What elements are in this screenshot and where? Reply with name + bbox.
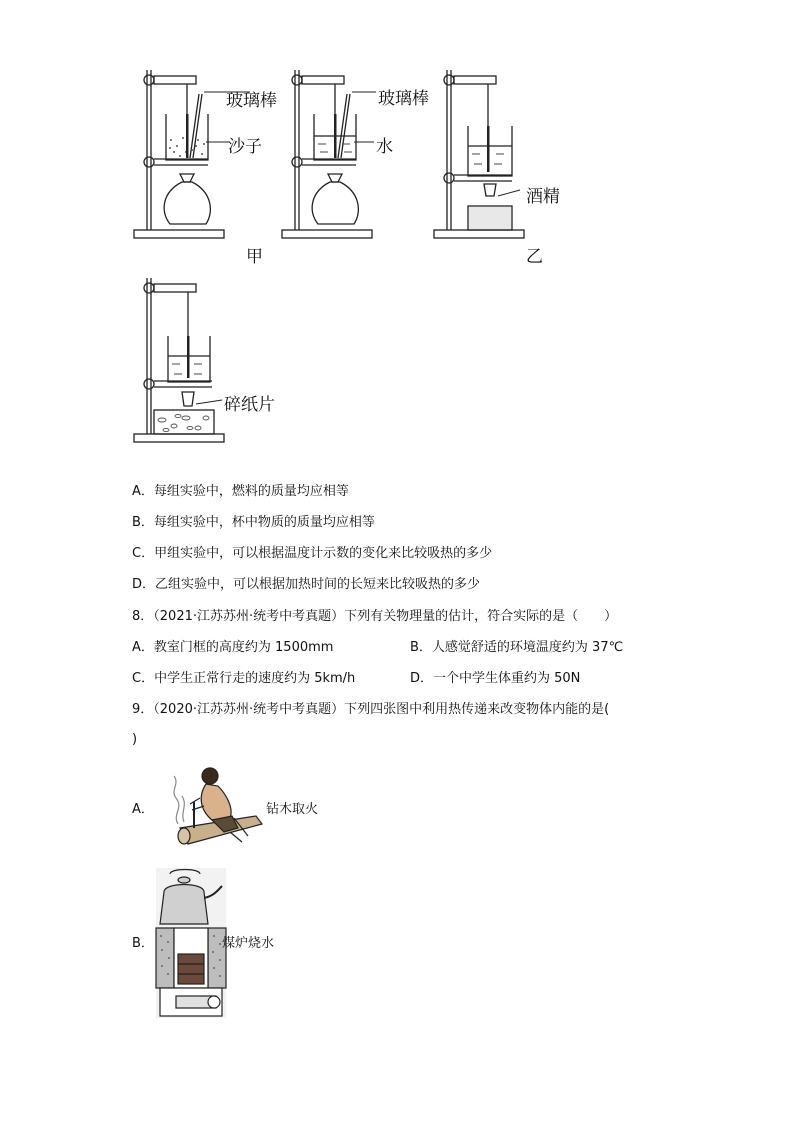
q9-stem-close: ) — [132, 732, 138, 747]
q9-option-a-caption: 钻木取火 — [266, 802, 319, 817]
sand-label: 沙子 — [228, 137, 262, 157]
caption-jia: 甲 — [246, 247, 263, 267]
q8-option-c: C．中学生正常行走的速度约为 5km/h — [132, 671, 356, 686]
q8-option-a: A．教室门框的高度约为 1500mm — [132, 640, 334, 655]
q8-stem: 8．（2021·江苏苏州·统考中考真题）下列有关物理量的估计，符合实际的是（ ） — [132, 609, 618, 624]
q7-option-c: C．甲组实验中，可以根据温度计示数的变化来比较吸热的多少 — [132, 546, 493, 561]
q9-option-b-caption: 煤炉烧水 — [222, 936, 275, 951]
coal-stove-kettle-image — [156, 868, 226, 1018]
drilling-wood-fire-image — [160, 762, 270, 854]
alcohol-label: 酒精 — [526, 187, 560, 207]
caption-yi: 乙 — [526, 247, 543, 267]
q9-option-b-letter: B． — [132, 936, 154, 951]
apparatus-paper-figure — [132, 270, 272, 450]
q8-option-d: D．一个中学生体重约为 50N — [410, 671, 581, 686]
apparatus-alcohol-figure — [432, 62, 572, 242]
q9-option-a-letter: A． — [132, 802, 154, 817]
paper-scraps-label: 碎纸片 — [224, 395, 275, 415]
stick-label-sand: 玻璃棒 — [226, 91, 277, 111]
q7-option-a: A．每组实验中，燃料的质量均应相等 — [132, 484, 349, 499]
stick-label-water: 玻璃棒 — [378, 89, 429, 109]
water-label: 水 — [376, 137, 393, 157]
q7-option-b: B．每组实验中，杯中物质的质量均应相等 — [132, 515, 375, 530]
q7-option-d: D．乙组实验中，可以根据加热时间的长短来比较吸热的多少 — [132, 577, 481, 592]
q9-stem: 9．（2020·江苏苏州·统考中考真题）下列四张图中利用热传递来改变物体内能的是( — [132, 702, 610, 717]
q8-option-b: B．人感觉舒适的环境温度约为 37℃ — [410, 640, 624, 655]
